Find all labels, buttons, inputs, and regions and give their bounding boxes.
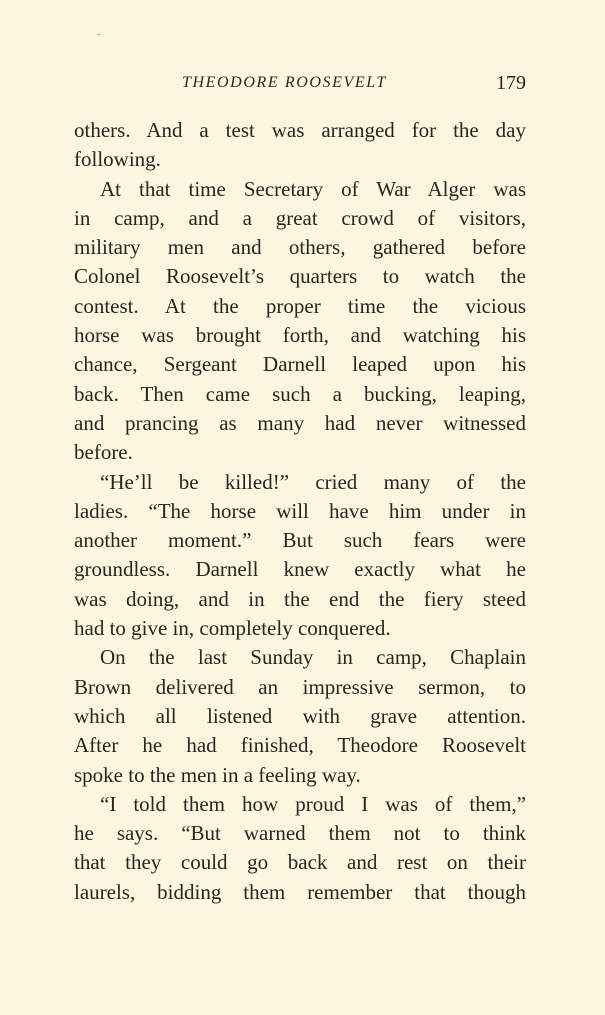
text-line: After he had finished, Theodore Roosevelt bbox=[74, 733, 526, 758]
text-line: chance, Sergeant Darnell leaped upon his bbox=[74, 352, 526, 377]
text-line: ladies. “The horse will have him under in bbox=[74, 498, 526, 523]
text-line: laurels, bidding them remember that though bbox=[74, 879, 526, 904]
text-line: back. Then came such a bucking, leaping, bbox=[74, 381, 526, 406]
text-line: Colonel Roosevelt’s quarters to watch the bbox=[74, 264, 526, 289]
text-line: spoke to the men in a feeling way. bbox=[74, 762, 361, 787]
text-line: had to give in, completely conquered. bbox=[74, 616, 391, 641]
text-line: military men and others, gathered before bbox=[74, 235, 526, 260]
text-line: which all listened with grave attention. bbox=[74, 703, 526, 728]
text-line: in camp, and a great crowd of visitors, bbox=[74, 205, 526, 230]
text-line: “He’ll be killed!” cried many of the bbox=[100, 469, 526, 494]
page-number: 179 bbox=[496, 72, 526, 94]
text-line: following. bbox=[74, 147, 161, 172]
text-line: he says. “But warned them not to think bbox=[74, 821, 526, 846]
text-line: that they could go back and rest on their bbox=[74, 850, 526, 875]
text-line: groundless. Darnell knew exactly what he bbox=[74, 557, 526, 582]
text-line: “I told them how proud I was of them,” bbox=[100, 791, 526, 816]
text-line: others. And a test was arranged for the day bbox=[74, 118, 526, 142]
text-line: and prancing as many had never witnessed bbox=[74, 410, 526, 435]
text-line: before. bbox=[74, 440, 133, 465]
body-text bbox=[74, 116, 526, 907]
print-speck bbox=[98, 34, 100, 35]
running-title: THEODORE ROOSEVELT bbox=[182, 74, 387, 91]
text-line: horse was brought forth, and watching his bbox=[74, 323, 526, 348]
running-head bbox=[74, 70, 526, 96]
text-line: Brown delivered an impressive sermon, to bbox=[74, 674, 526, 699]
text-line: contest. At the proper time the vicious bbox=[74, 293, 526, 318]
text-line: was doing, and in the end the fiery steed bbox=[74, 586, 526, 611]
text-line: On the last Sunday in camp, Chaplain bbox=[100, 645, 526, 670]
text-line: another moment.” But such fears were bbox=[74, 528, 526, 553]
text-line: At that time Secretary of War Alger was bbox=[100, 176, 526, 201]
